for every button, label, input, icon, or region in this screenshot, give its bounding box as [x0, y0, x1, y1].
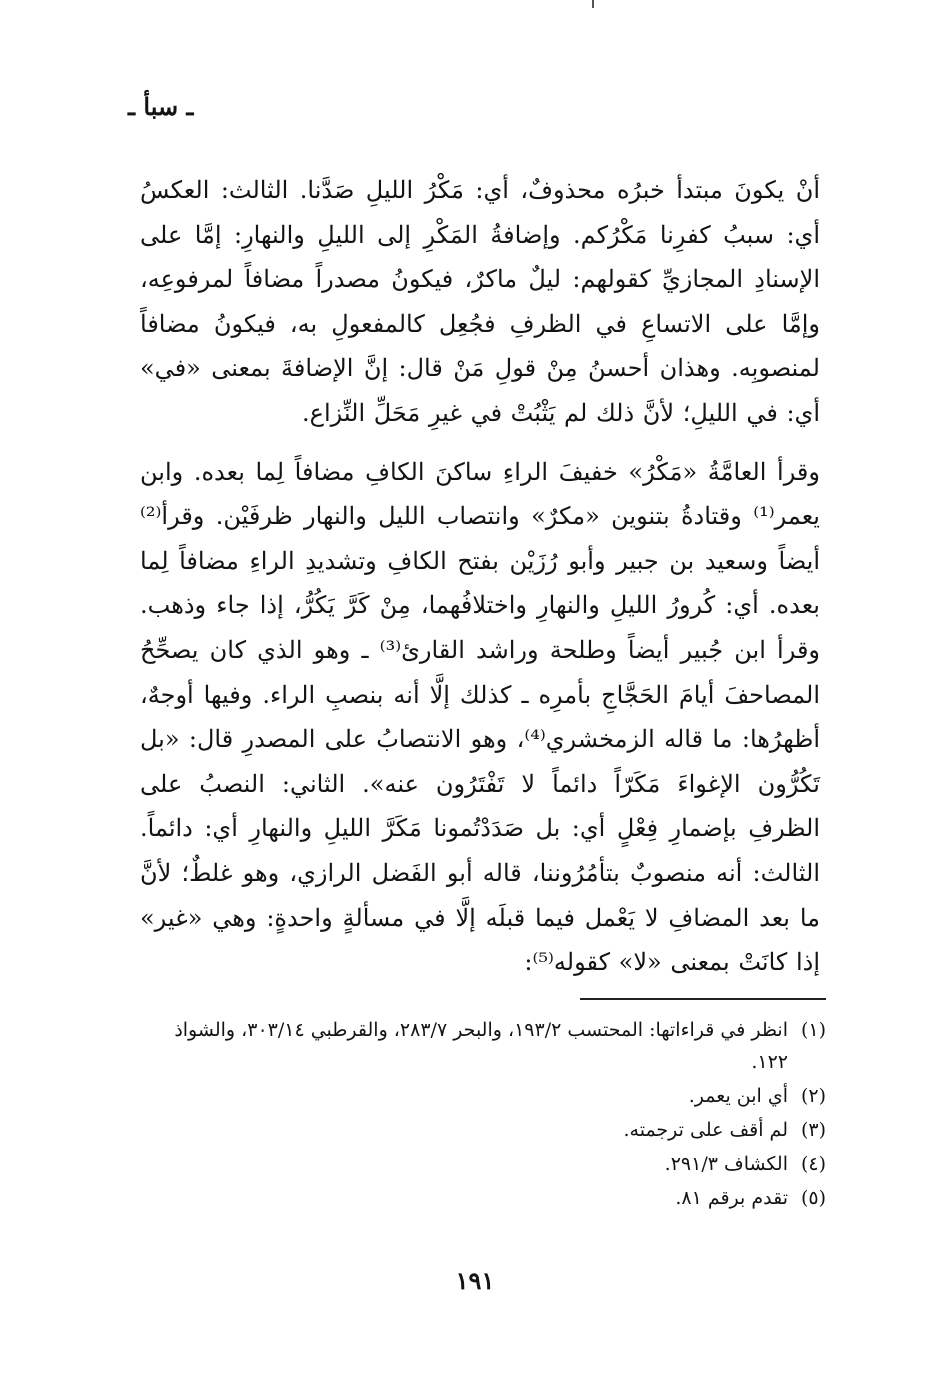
- footnote-text: تقدم برقم ٨١.: [675, 1187, 788, 1209]
- footnote: [136, 1182, 826, 1214]
- paragraph: أنْ يكونَ مبتدأ خبرُه محذوفٌ، أي: مَكْرُ الليلِ صَدَّنا. الثالث: العكسُ أي: سببُ كفرِنا مَكْرُكم. وإضافةُ المَكْرِ إلى الليلِ والنهارِ: إمَّا على الإسنادِ المجازيِّ كقولهم: ليلٌ ماكرٌ، فيكونُ مصدراً مضافاً لمرفوعِه، وإمَّا على الاتساعِ في الظرفِ فجُعِل كالمفعولِ به، فيكونُ مضافاً لمنصوبِه. وهذان أحسنُ مِنْ قولِ مَنْ قال: إنَّ الإضافةَ بمعنى «في» أي: في الليلِ؛ لأنَّ ذلك لم يَثْبُتْ في غيرِ مَحَلِّ النِّزاع.: [140, 176, 820, 427]
- footnote-number: (٤): [800, 1153, 826, 1175]
- footnote-number: (٥): [800, 1187, 826, 1209]
- running-head: ـ سبأ ـ: [128, 92, 194, 121]
- footnote-text: الكشاف ٢٩١/٣.: [664, 1153, 788, 1175]
- main-text: [140, 168, 820, 985]
- footnote-text: لم أقف على ترجمته.: [623, 1119, 788, 1141]
- footnote: [136, 1080, 826, 1112]
- footnote-number: (٣): [800, 1119, 826, 1141]
- footnote-text: أي ابن يعمر.: [688, 1085, 788, 1107]
- footnote-number: (٢): [800, 1085, 826, 1107]
- footnote: [136, 1114, 826, 1146]
- footnote-text: انظر في قراءاتها: المحتسب ١٩٣/٢، والبحر ٢٨٣/٧، والقرطبي ٣٠٣/١٤، والشواذ ١٢٢.: [174, 1019, 788, 1073]
- footnote: [136, 1148, 826, 1180]
- footnote-separator: [580, 998, 826, 1000]
- page-number: ١٩١: [455, 1266, 495, 1295]
- footnote: [136, 1014, 826, 1078]
- scan-mark: [592, 0, 594, 8]
- paragraph: وقرأ العامَّةُ «مَكْرُ» خفيفَ الراءِ ساكنَ الكافِ مضافاً لِما بعده. وابن يعمر⁽¹⁾ وقتادةُ بتنوين «مكرٌ» وانتصاب الليل والنهار ظرفَيْن. وقرأ⁽²⁾ أيضاً وسعيد بن جبير وأبو رُزَيْن بفتح الكافِ وتشديدِ الراءِ مضافاً لِما بعده. أي: كُرورُ الليلِ والنهارِ واختلافُهما، مِنْ كَرَّ يَكُرُّ، إذا جاء وذهب. وقرأ ابن جُبير أيضاً وطلحة وراشد القارئ⁽³⁾ ـ وهو الذي كان يصحِّحُ المصاحفَ أيامَ الحَجَّاجِ بأمرِه ـ كذلك إلَّا أنه بنصبِ الراء. وفيها أوجهٌ، أظهرُها: ما قاله الزمخشري⁽⁴⁾، وهو الانتصابُ على المصدرِ قال: «بل تَكُرُّون الإغواءَ مَكَرّاً دائماً لا تَفْتَرُون عنه». الثاني: النصبُ على الظرفِ بإضمارِ فِعْلٍ أي: بل صَدَدْتُمونا مَكَرَّ الليلِ والنهارِ أي: دائماً. الثالث: أنه منصوبٌ بتأمُرُوننا، قاله أبو الفَضل الرازي، وهو غلطٌ؛ لأنَّ ما بعد المضافِ لا يَعْمل فيما قبلَه إلَّا في مسألةٍ واحدةٍ: وهي «غير» إذا كانَتْ بمعنى «لا» كقوله⁽⁵⁾:: [140, 457, 821, 977]
- footnote-number: (١): [800, 1019, 826, 1041]
- footnotes: [136, 1014, 826, 1216]
